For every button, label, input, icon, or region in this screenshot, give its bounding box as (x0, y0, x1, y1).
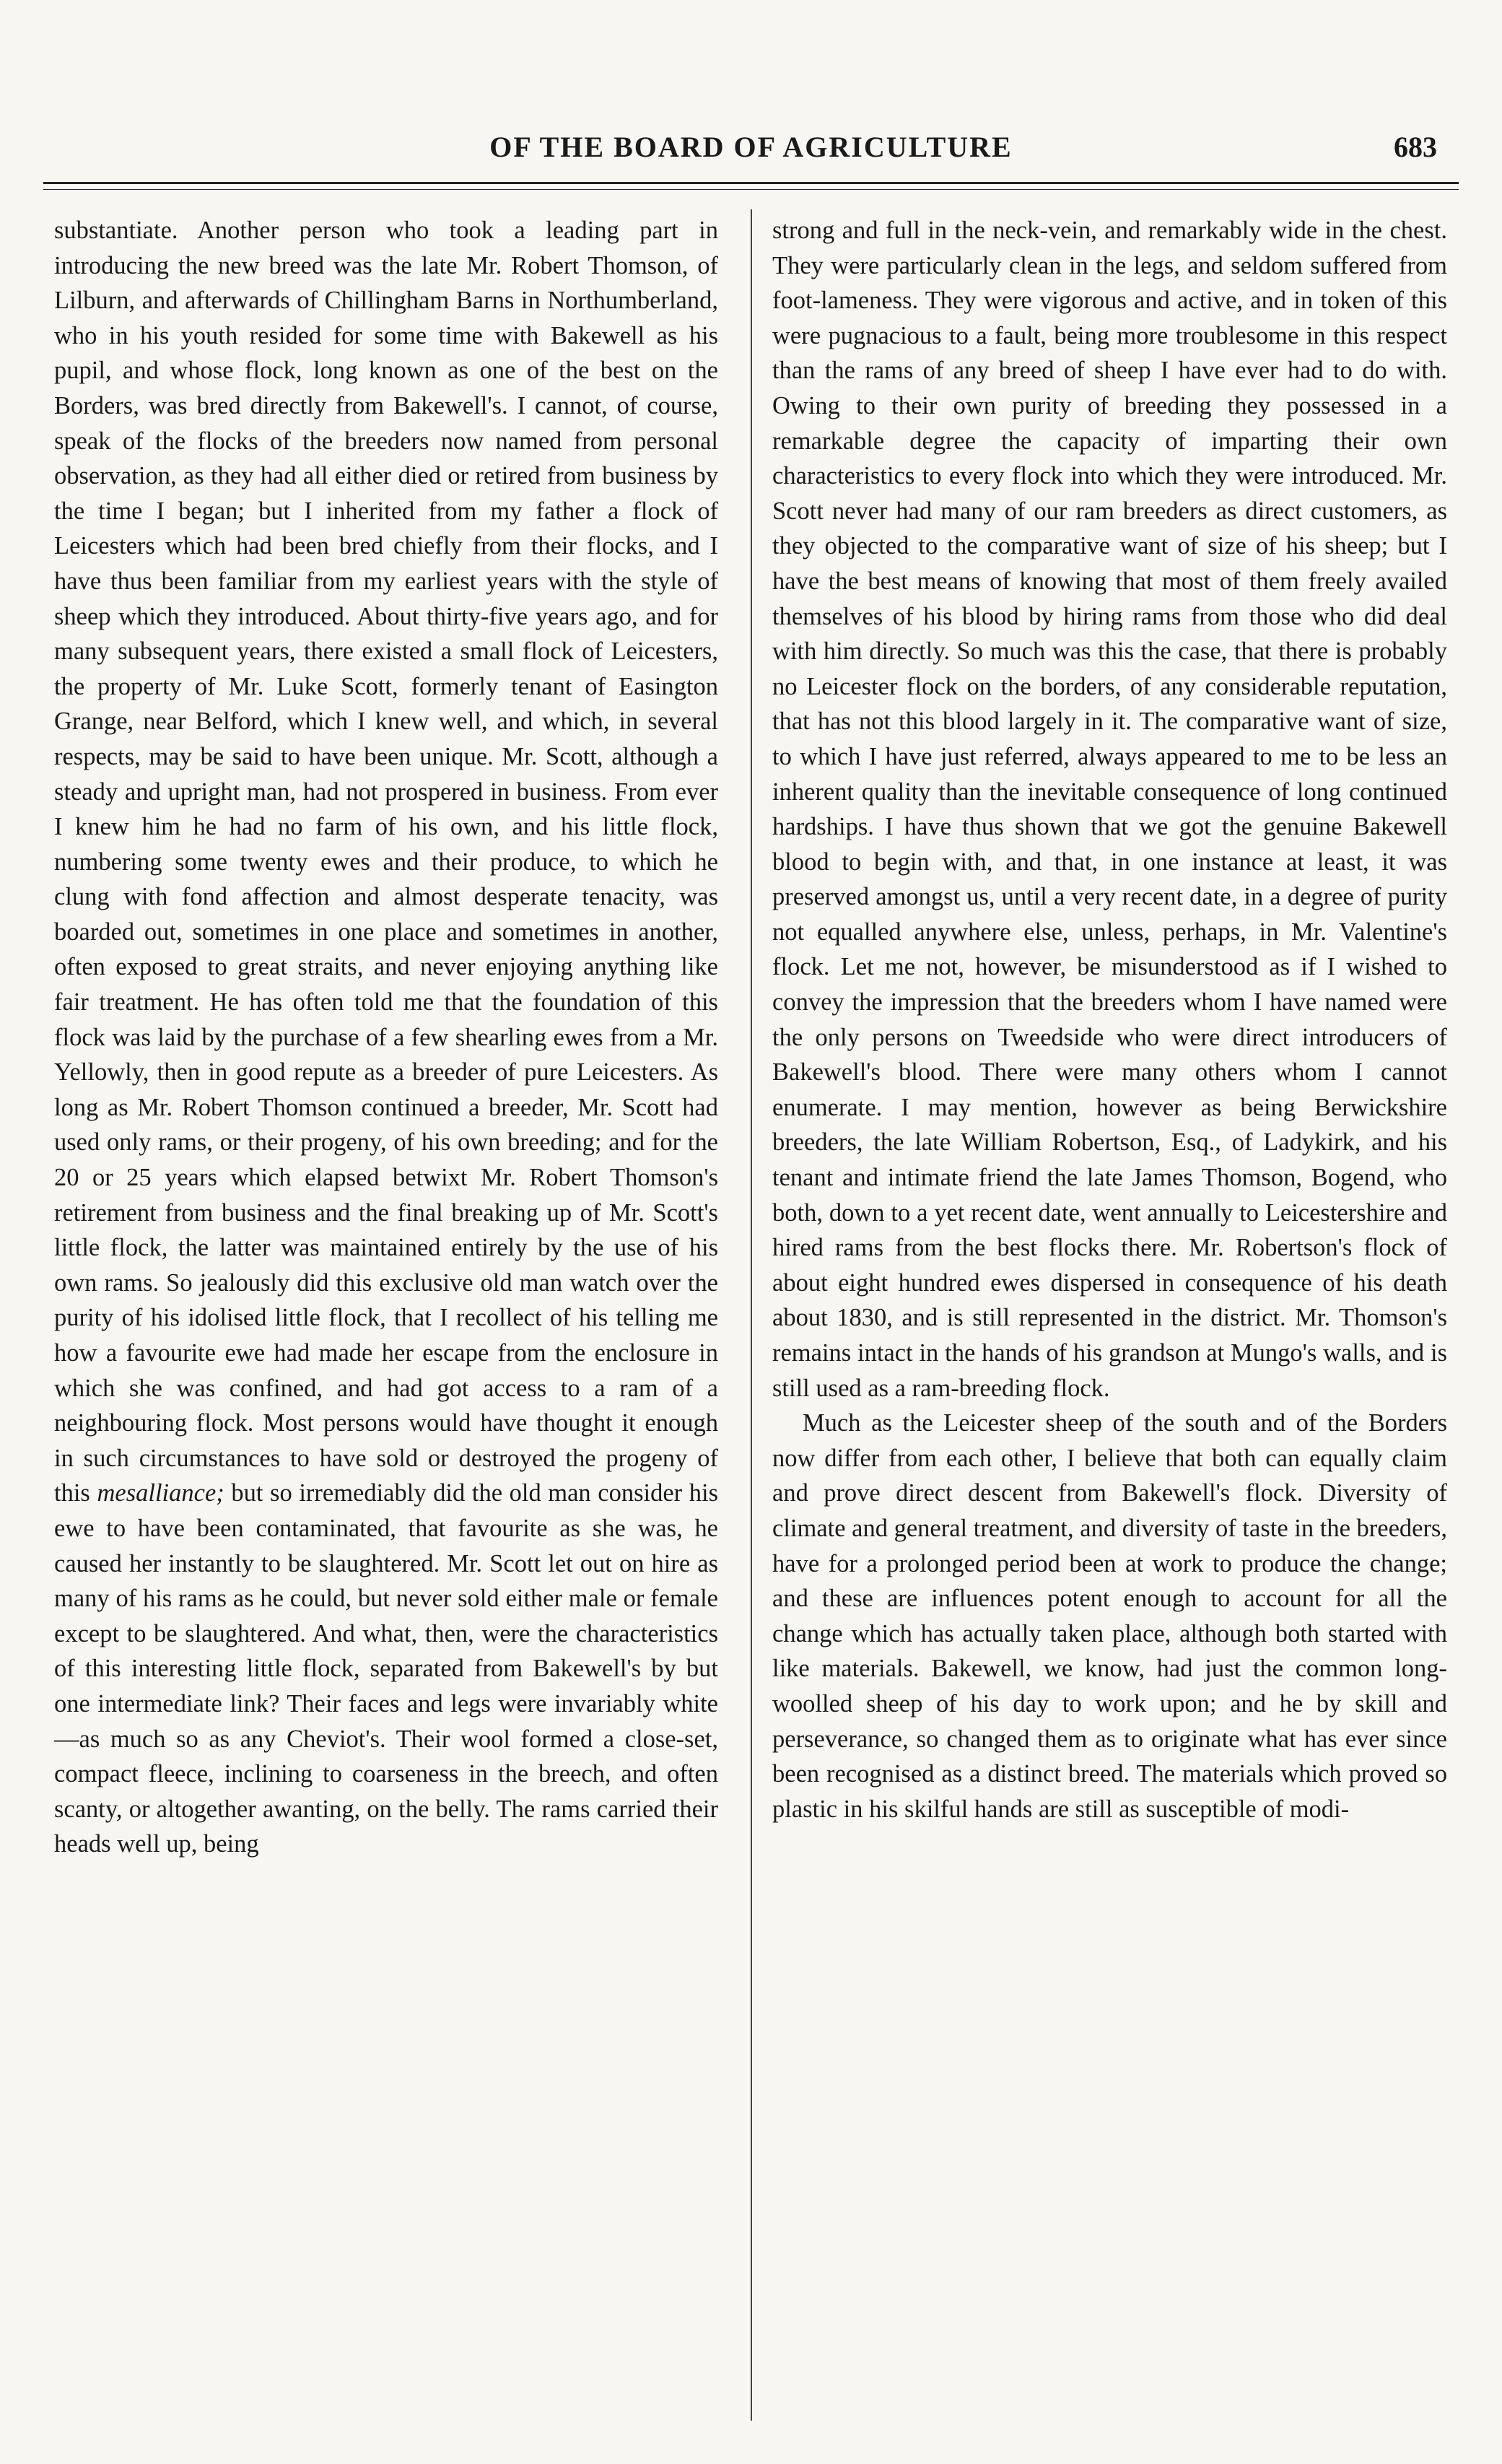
right-paragraph-1: strong and full in the neck-vein, and remarkably wide in the chest. They were particularly clean in the legs, and seldom suffered from foot-lameness. They were vigorous and active, and in token of this were pugnacious to a fault, being more troublesome in this respect than the rams of any breed of sheep I have ever had to do with. Owing to their own purity of breeding they possessed in a remarkable degree the capacity of imparting their own characteristics to every flock into which they were introduced. Mr. Scott never had many of our ram breeders as direct customers, as they objected to the comparative want of size of his sheep; but I have the best means of knowing that most of them freely availed themselves of his blood by hiring rams from those who did deal with him directly. So much was this the case, that there is probably no Leicester flock on the borders, of any considerable reputation, that has not this blood largely in it. The comparative want of size, to which I have just referred, always appeared to me to be less an inherent quality than the inevitable consequence of long continued hardships. I have thus shown that we got the genuine Bakewell blood to begin with, and that, in one instance at least, it was preserved amongst us, until a very recent date, in a degree of purity not equalled anywhere else, unless, perhaps, in Mr. Valentine's flock. Let me not, however, be misunderstood as if I wished to convey the impression that the breeders whom I have named were the only persons on Tweedside who were direct introducers of Bakewell's blood. There were many others whom I cannot enumerate. I may mention, however as being Berwickshire breeders, the late William Robertson, Esq., of Ladykirk, and his tenant and intimate friend the late James Thomson, Bogend, who both, down to a yet recent date, went annually to Leicestershire and hired rams from the best flocks there. Mr. Robertson's flock of about eight hundred ewes dispersed in consequence of his death about 1830, and is still represented in the district. Mr. Thomson's remains intact in the hands of his grandson at Mungo's walls, and is still used as a ram-breeding flock. (772, 217, 1447, 1402)
running-head (43, 130, 1459, 173)
italic-word: mesalliance; (97, 1479, 224, 1507)
running-title: OF THE BOARD OF AGRICULTURE (489, 131, 1013, 163)
left-paragraph-text: substantiate. Another person who took a leading part in introducing the new breed was the late Mr. Robert Thomson, of Lilburn, and afterwards of Chillingham Barns in Northumberland, who in his youth resided for some time with Bakewell as his pupil, and whose flock, long known as one of the best on the Borders, was bred directly from Bakewell's. I cannot, of course, speak of the flocks of the breeders now named from personal observation, as they had all either died or retired from business by the time I began; but I inherited from my father a flock of Leicesters which had been bred chiefly from their flocks, and I have thus been familiar from my earliest years with the style of sheep which they introduced. About thirty-five years ago, and for many subsequent years, there existed a small flock of Leicesters, the property of Mr. Luke Scott, formerly tenant of Easington Grange, near Belford, which I knew well, and which, in several respects, may be said to have been unique. Mr. Scott, although a steady and upright man, had not prospered in business. From ever I knew him he had no farm of his own, and his little flock, numbering some twenty ewes and their produce, to which he clung with fond affection and almost desperate tenacity, was boarded out, sometimes in one place and sometimes in another, often exposed to great straits, and never enjoying anything like fair treatment. He has often told me that the foundation of this flock was laid by the purchase of a few shearling ewes from a Mr. Yellowly, then in good repute as a breeder of pure Leicesters. As long as Mr. Robert Thomson continued a breeder, Mr. Scott had used only rams, or their progeny, of his own breeding; and for the 20 or 25 years which elapsed betwixt Mr. Robert Thomson's retirement from business and the final breaking up of Mr. Scott's little flock, the latter was maintained entirely by the use of his own rams. So jealously did this exclusive old man watch over the purity of his idolised little flock, that I recollect of his telling me how a favourite ewe had made her escape from the enclosure in which she was confined, and had got access to a ram of a neighbouring flock. Most persons would have thought it enough in such circumstances to have sold or destroyed the progeny of this (54, 217, 718, 1507)
right-paragraph-2: Much as the Leicester sheep of the south and of the Borders now differ from each other, I believe that both can equally claim and prove direct descent from Bakewell's flock. Diversity of climate and general treatment, and diversity of taste in the breeders, have for a prolonged period been at work to produce the change; and these are influences potent enough to account for all the change which has actually taken place, although both started with like materials. Bakewell, we know, had just the common long-woolled sheep of his day to work upon; and he by skill and perseverance, so changed them as to originate what has ever since been recognised as a distinct breed. The materials which proved so plastic in his skilful hands are still as susceptible of modi- (772, 1409, 1447, 1823)
header-rule-thin (43, 189, 1459, 190)
left-column (54, 213, 718, 1862)
left-paragraph (54, 213, 718, 1862)
right-column (772, 213, 1447, 1827)
page-number: 683 (1394, 131, 1437, 163)
header-rule-thick (43, 182, 1459, 184)
left-paragraph-end: but so irremediably did the old man consider his ewe to have been contaminated, that favourite as she was, he caused her instantly to be slaughtered. Mr. Scott let out on hire as many of his rams as he could, but never sold either male or female except to be slaughtered. And what, then, were the characteristics of this interesting little flock, separated from Bakewell's by but one intermediate link? Their faces and legs were invariably white—as much so as any Cheviot's. Their wool formed a close-set, compact fleece, inclining to coarseness in the breech, and often scanty, or altogether awanting, on the belly. The rams carried their heads well up, being (54, 1479, 719, 1858)
column-divider (751, 209, 752, 2421)
